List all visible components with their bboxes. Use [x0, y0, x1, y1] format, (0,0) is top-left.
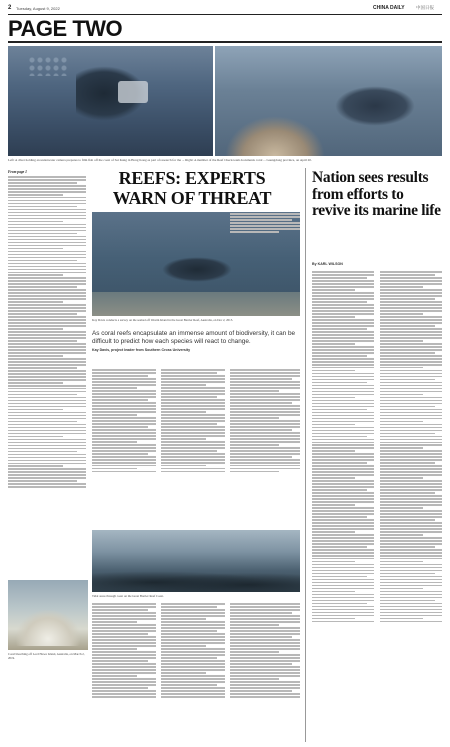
top-caption: Left: A diver holding an underwater camera prepares to film fish off the coast of Sai Kung in Hong Kong as part of research for the ... Right: A member of the Reef Check team documents coral ... Guangdong province, on April 20. [8, 158, 312, 162]
photo2-caption: Tidal areas through coast on the Great Barrier Reef Coast. [92, 594, 164, 598]
masthead-rule [8, 14, 442, 15]
bleached-coral [16, 610, 80, 646]
sidebar-column-2 [380, 270, 442, 742]
diver-camera [118, 81, 148, 103]
diver-photo [8, 46, 213, 156]
bubbles [28, 56, 68, 76]
section-title: PAGE TWO [8, 16, 123, 41]
coral-bleaching-photo [8, 580, 88, 650]
feature-column-1 [8, 170, 86, 578]
photo1-caption: Kay Davis conducts a survey on the seabed off Westin Island in the Great Barrier Reef, Australia, on Dec 2, 2015. [92, 318, 234, 322]
sidebar-column-1 [312, 270, 374, 742]
body-text-lines [8, 176, 86, 488]
section-rule [8, 41, 442, 43]
sidebar-divider [305, 168, 306, 742]
pull-quote-text: As coral reefs encapsulate an immense amount of biodiversity, it can be difficult to predict how each species will react to change. [92, 330, 296, 345]
pull-quote-attribution: Kay Davis, project leader from Southern Cross University [92, 347, 191, 352]
feature-column-7 [161, 602, 225, 742]
continued-from: From page 1 [8, 170, 27, 174]
coral-photo [215, 46, 442, 156]
feature-headline: REEFS: EXPERTS WARN OF THREAT [112, 168, 272, 208]
paper-name: CHINA DAILY [373, 5, 405, 11]
feature-column-2 [92, 368, 156, 528]
photo3-caption: Coral bleaching off Lord Howe Island, Australia, on March 2, 2019. [8, 652, 85, 661]
tidal-rocks [92, 568, 300, 592]
feature-column-6 [92, 602, 156, 742]
sidebar-headline: Nation sees results from efforts to revive its marine life [312, 169, 441, 219]
tidal-area-photo [92, 530, 300, 592]
coral-formation [225, 116, 325, 156]
diver-silhouette [335, 86, 415, 126]
scuba-diver [162, 257, 232, 282]
feature-column-5 [230, 368, 300, 528]
feature-column-8 [230, 602, 300, 742]
masthead [8, 5, 442, 43]
paper-name-cn: 中国日报 [416, 6, 434, 11]
issue-date: Tuesday, August 9, 2022 [16, 6, 60, 11]
sidebar-byline: By KARL WILSON [312, 262, 343, 266]
feature-column-3 [161, 368, 225, 528]
page-number: 2 [8, 5, 12, 11]
